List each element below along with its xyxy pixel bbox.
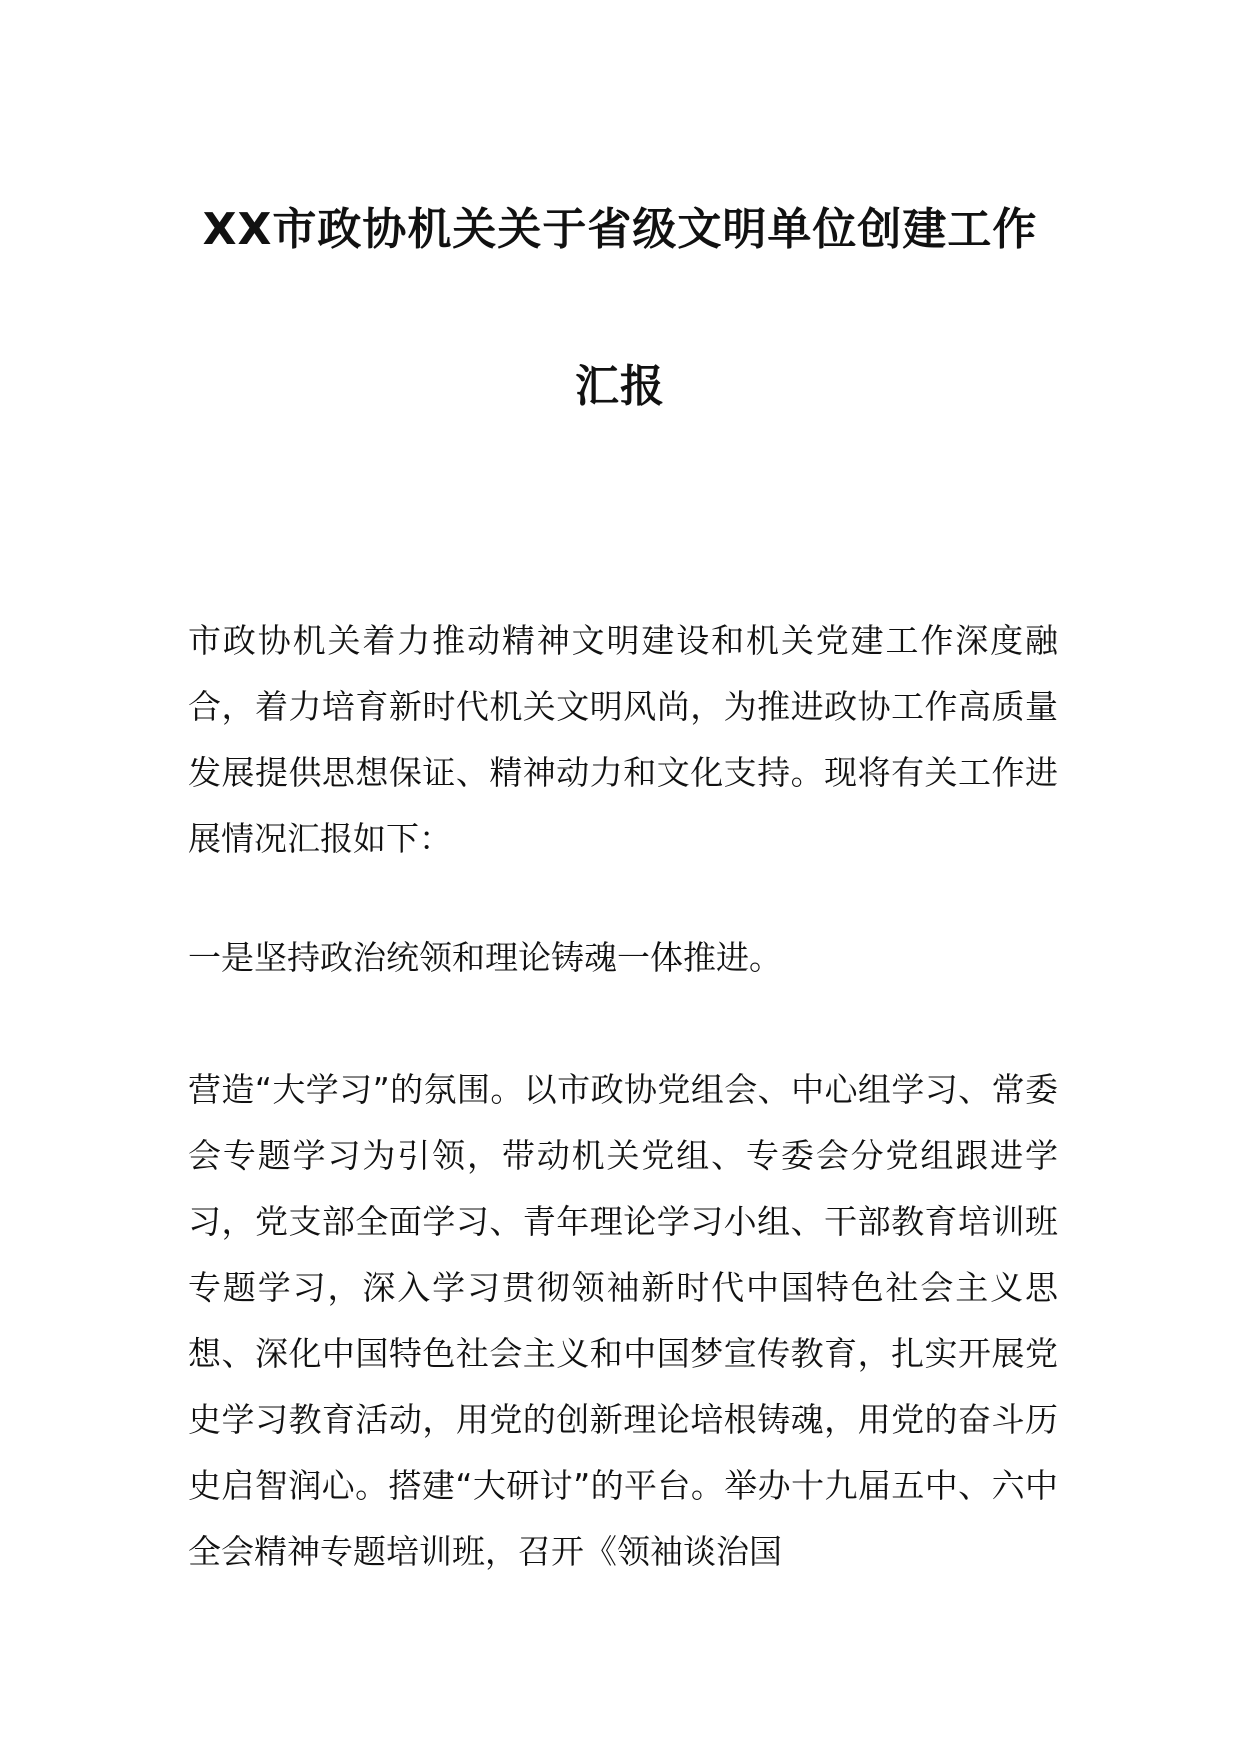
body-paragraph: 营造“大学习”的氛围。以市政协党组会、中心组学习、常委会专题学习为引领，带动机关党组、专委会分党组跟进学习，党支部全面学习、青年理论学习小组、干部教育培训班专题学习，深入学习贯彻领袖新时代中国特色社会主义思想、深化中国特色社会主义和中国梦宣传教育，扎实开展党史学习教育活动，用党的创新理论培根铸魂，用党的奋斗历史启智润心。搭建“大研讨”的平台。举办十九届五中、六中全会精神专题培训班，召开《领袖谈治国 bbox=[188, 1070, 1058, 1571]
section-heading-paragraph: 一是坚持政治统领和理论铸魂一体推进。 bbox=[188, 938, 782, 977]
document-title-line-2: 汇报 bbox=[575, 361, 665, 412]
intro-paragraph: 市政协机关着力推动精神文明建设和机关党建工作深度融合，着力培育新时代机关文明风尚，为推进政协工作高质量发展提供思想保证、精神动力和文化支持。现将有关工作进展情况汇报如下： bbox=[188, 621, 1058, 858]
document-title-line-1: XX市政协机关关于省级文明单位创建工作 bbox=[202, 204, 1038, 255]
